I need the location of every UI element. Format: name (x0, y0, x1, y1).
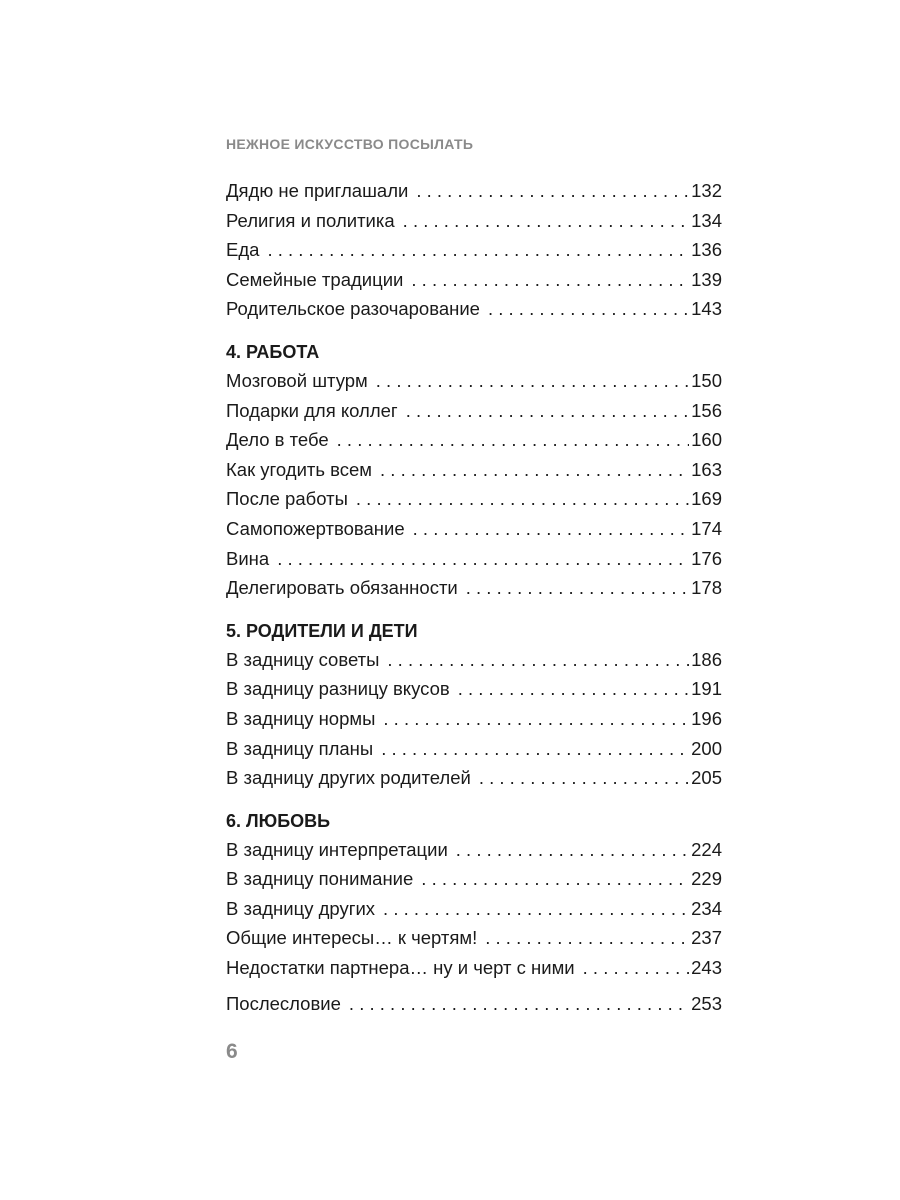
dot-leader (383, 704, 689, 734)
toc-entry-page: 163 (691, 458, 722, 480)
toc-entry-page: 136 (691, 239, 722, 261)
toc-entry (226, 366, 722, 396)
toc-entry-title: Подарки для коллег (226, 399, 398, 421)
toc-afterword-group (226, 989, 722, 1019)
toc-entry-page: 243 (691, 957, 722, 979)
toc-entry-title: В задницу разницу вкусов (226, 678, 450, 700)
page-number: 6 (226, 1040, 238, 1063)
toc-entry (226, 573, 722, 603)
toc-entry (226, 989, 722, 1019)
toc-entry-page: 191 (691, 678, 722, 700)
toc-entry-page: 200 (691, 737, 722, 759)
dot-leader (413, 514, 689, 544)
toc-entry-title: Мозговой штурм (226, 369, 368, 391)
toc-entry-page: 237 (691, 927, 722, 949)
dot-leader (381, 734, 689, 764)
dot-leader (387, 645, 689, 675)
toc-entry-title: В задницу интерпретации (226, 838, 448, 860)
toc-entry-page: 132 (691, 180, 722, 201)
dot-leader (479, 763, 689, 793)
dot-leader (383, 894, 689, 924)
toc-entry (226, 704, 722, 734)
toc-entry-page: 196 (691, 707, 722, 729)
running-head: НЕЖНОЕ ИСКУССТВО ПОСЫЛАТЬ (226, 136, 474, 152)
dot-leader (349, 989, 689, 1019)
toc-entry-title: Родительское разочарование (226, 298, 480, 320)
dot-leader (583, 953, 689, 983)
toc-entry-page: 134 (691, 209, 722, 231)
toc-entry (226, 396, 722, 426)
toc-entry (226, 484, 722, 514)
toc-entry-title: В задницу нормы (226, 707, 376, 729)
toc-entry-title: Вина (226, 547, 270, 569)
toc-entry (226, 206, 722, 236)
dot-leader (337, 425, 689, 455)
toc-entry-title: В задницу планы (226, 737, 374, 759)
toc-entry-page: 178 (691, 577, 722, 599)
dot-leader (421, 864, 689, 894)
toc-entry-page: 205 (691, 767, 722, 789)
toc-entry-page: 253 (691, 992, 722, 1014)
toc-entry (226, 734, 722, 764)
toc-entry-title: Как угодить всем (226, 458, 373, 480)
toc-entry-page: 186 (691, 648, 722, 670)
toc-entry (226, 455, 722, 485)
toc-entry-title: Семейные традиции (226, 268, 404, 290)
toc-entry-title: В задницу других (226, 897, 376, 919)
section-title: 5. РОДИТЕЛИ И ДЕТИ (226, 620, 418, 641)
toc-entry-title: Общие интересы… к чертям! (226, 927, 478, 949)
dot-leader (488, 294, 689, 324)
toc-entry-title: Религия и политика (226, 209, 395, 231)
toc-entry-title: После работы (226, 488, 348, 510)
toc-entry-title: Дело в тебе (226, 429, 329, 451)
toc-entry-page: 234 (691, 897, 722, 919)
toc-entry-page: 150 (691, 369, 722, 391)
dot-leader (485, 923, 689, 953)
toc-intro-group (226, 176, 722, 324)
table-of-contents (226, 176, 722, 1018)
toc-entry-page: 224 (691, 838, 722, 860)
toc-entry (226, 265, 722, 295)
toc-entry-title: В задницу других родителей (226, 767, 471, 789)
toc-entry-title: Дядю не приглашали (226, 180, 409, 201)
dot-leader (376, 366, 689, 396)
toc-entry (226, 894, 722, 924)
toc-entry-title: Послесловие (226, 992, 341, 1014)
dot-leader (466, 573, 689, 603)
toc-entry (226, 425, 722, 455)
toc-entry-title: В задницу понимание (226, 868, 414, 890)
toc-entry (226, 864, 722, 894)
toc-entry (226, 953, 722, 983)
toc-entry-title: Еда (226, 239, 260, 261)
toc-entry-page: 176 (691, 547, 722, 569)
toc-entry (226, 514, 722, 544)
toc-entry-page: 156 (691, 399, 722, 421)
toc-entry-page: 169 (691, 488, 722, 510)
toc-entry (226, 674, 722, 704)
toc-entry-title: Делегировать обязанности (226, 577, 458, 599)
dot-leader (267, 235, 689, 265)
toc-entry-page: 143 (691, 298, 722, 320)
toc-entry (226, 835, 722, 865)
toc-entry (226, 294, 722, 324)
dot-leader (416, 176, 689, 206)
section-title: 6. ЛЮБОВЬ (226, 810, 331, 831)
dot-leader (403, 206, 689, 236)
dot-leader (406, 396, 689, 426)
toc-entry-title: В задницу советы (226, 648, 380, 670)
toc-entry-title: Самопожертвование (226, 517, 405, 539)
toc-entry (226, 235, 722, 265)
dot-leader (380, 455, 689, 485)
toc-sections (226, 338, 722, 983)
toc-entry-page: 229 (691, 868, 722, 890)
toc-entry (226, 923, 722, 953)
toc-entry (226, 544, 722, 574)
dot-leader (458, 674, 689, 704)
toc-entry-page: 174 (691, 517, 722, 539)
toc-entry-title: Недостатки партнера… ну и черт с ними (226, 957, 575, 979)
toc-entry (226, 645, 722, 675)
toc-entry (226, 176, 722, 206)
dot-leader (456, 835, 689, 865)
section-title: 4. РАБОТА (226, 341, 320, 362)
toc-entry (226, 763, 722, 793)
dot-leader (411, 265, 689, 295)
toc-entry-page: 139 (691, 268, 722, 290)
dot-leader (277, 544, 689, 574)
toc-entry-page: 160 (691, 429, 722, 451)
dot-leader (356, 484, 689, 514)
